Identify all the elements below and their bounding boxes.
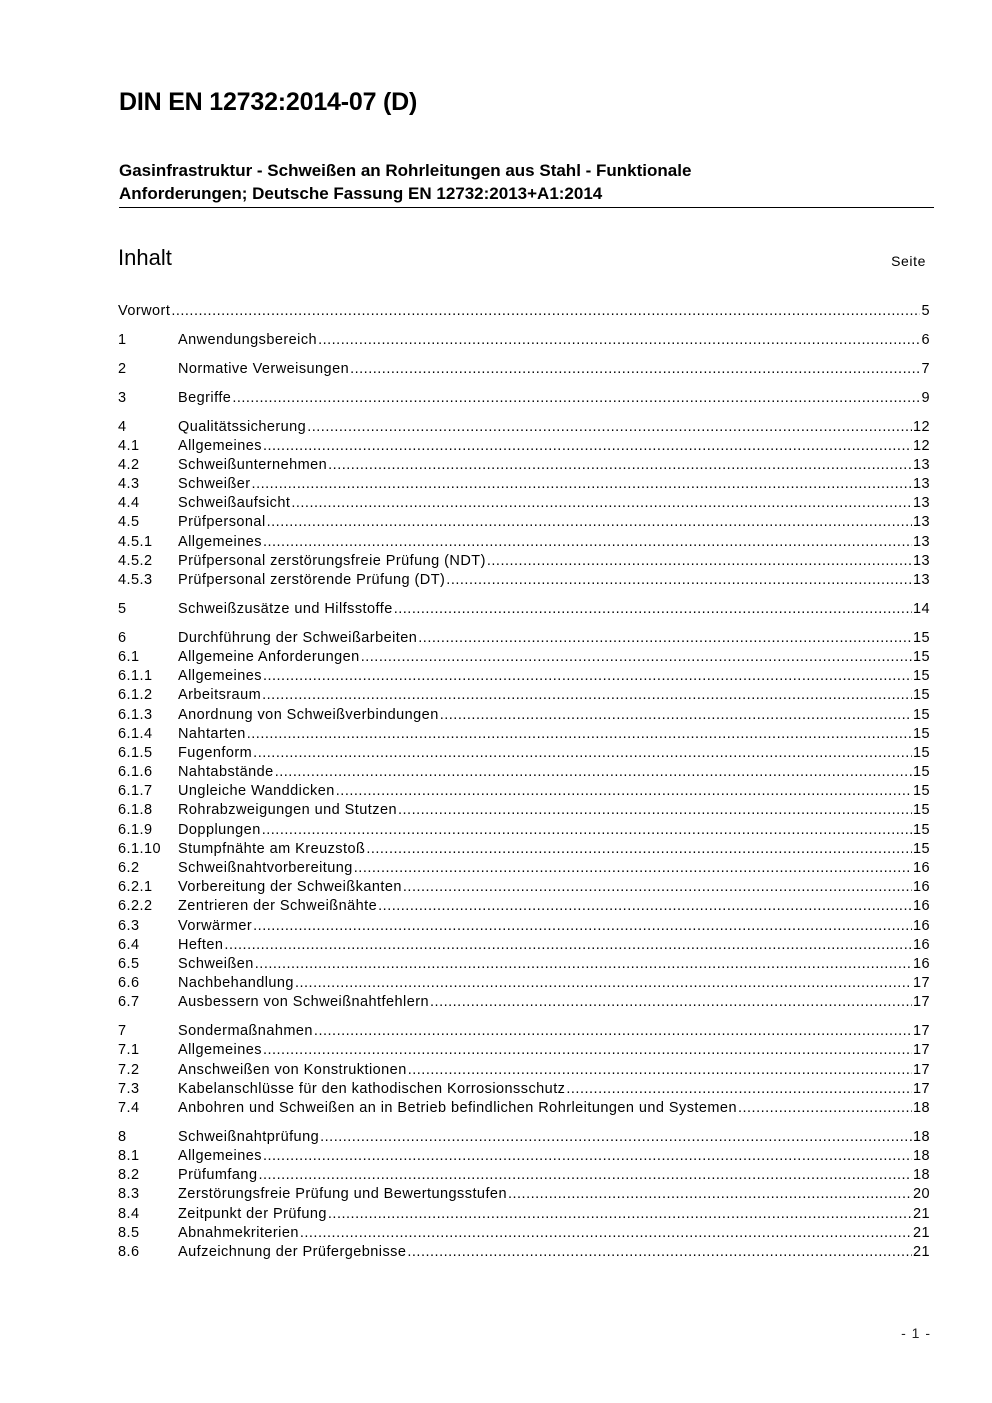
- toc-entry[interactable]: [118, 494, 930, 513]
- toc-entry-number: 6.1.3: [118, 706, 153, 723]
- toc-entry-number: 1: [118, 331, 127, 348]
- toc-dot-leader: [307, 418, 912, 437]
- toc-entry-title: Abnahmekriterien: [178, 1224, 299, 1241]
- toc-entry-number: 4.1: [118, 437, 140, 454]
- toc-entry-title: Durchführung der Schweißarbeiten: [178, 629, 418, 646]
- toc-entry-number: 4.4: [118, 495, 140, 512]
- toc-entry-title: Zentrieren der Schweißnähte: [178, 898, 378, 915]
- toc-entry-number: 6.6: [118, 975, 140, 992]
- toc-entry-page: 17: [912, 994, 930, 1011]
- toc-entry[interactable]: [118, 744, 930, 763]
- subtitle-line-1: Gasinfrastruktur - Schweißen an Rohrleitungen aus Stahl - Funktionale: [119, 161, 692, 180]
- toc-entry[interactable]: [118, 1128, 930, 1147]
- toc-dot-leader: [171, 302, 920, 321]
- toc-entry-number: 6.1.4: [118, 725, 153, 742]
- toc-dot-leader: [263, 667, 912, 686]
- toc-entry-number: 4: [118, 418, 127, 435]
- toc-dot-leader: [258, 1166, 912, 1185]
- toc-entry-page: 15: [912, 687, 930, 704]
- subtitle-line-2: Anforderungen; Deutsche Fassung EN 12732:2013+A1:2014: [119, 184, 603, 203]
- toc-entry-number: 3: [118, 389, 127, 406]
- toc-entry[interactable]: [118, 1099, 930, 1118]
- toc-entry-page: 17: [912, 1023, 930, 1040]
- toc-entry-page: 13: [912, 552, 930, 569]
- toc-dot-leader: [430, 993, 912, 1012]
- toc-entry-page: 17: [912, 975, 930, 992]
- document-subtitle: [119, 159, 934, 208]
- toc-entry-title: Schweißer: [178, 476, 251, 493]
- toc-entry[interactable]: [118, 1185, 930, 1204]
- toc-entry-title: Zerstörungsfreie Prüfung und Bewertungsstufen: [178, 1186, 507, 1203]
- toc-dot-leader: [508, 1185, 912, 1204]
- toc-entry-number: 6.3: [118, 917, 140, 934]
- toc-dot-leader: [232, 389, 920, 408]
- toc-entry-number: 6: [118, 629, 127, 646]
- toc-heading: Inhalt: [118, 245, 172, 270]
- toc-entry-title: Allgemeines: [178, 668, 262, 685]
- toc-entry[interactable]: [118, 706, 930, 725]
- toc-entry[interactable]: [118, 552, 930, 571]
- toc-entry-title: Schweißnahtvorbereitung: [178, 860, 353, 876]
- toc-entry[interactable]: [118, 456, 930, 475]
- toc-dot-leader: [366, 840, 912, 859]
- toc-entry[interactable]: [118, 1061, 930, 1080]
- toc-entry-page: 15: [912, 840, 930, 857]
- toc-entry-page: 12: [912, 418, 930, 435]
- toc-entry-page: 20: [912, 1186, 930, 1203]
- toc-dot-leader: [253, 917, 912, 936]
- toc-entry-title: Prüfpersonal zerstörungsfreie Prüfung (NDT): [178, 552, 486, 569]
- toc-dot-leader: [314, 1022, 912, 1041]
- toc-entry[interactable]: [118, 936, 930, 955]
- toc-entry-title: Begriffe: [178, 389, 232, 406]
- toc-entry-page: 16: [912, 955, 930, 972]
- toc-dot-leader: [566, 1080, 912, 1099]
- toc-entry-number: 6.1.9: [118, 821, 153, 838]
- toc-entry-title: Aufzeichnung der Prüfergebnisse: [178, 1243, 407, 1260]
- toc-entry-number: 2: [118, 360, 127, 377]
- table-of-contents: [118, 302, 930, 1272]
- toc-entry[interactable]: [118, 993, 930, 1012]
- page-column-label: Seite: [891, 253, 926, 269]
- toc-entry-number: 6.1.8: [118, 802, 153, 819]
- toc-entry-title: Stumpfnähte am Kreuzstoß: [178, 840, 366, 857]
- toc-entry[interactable]: [118, 859, 930, 878]
- toc-entry-number: 7: [118, 1023, 127, 1040]
- toc-dot-leader: [263, 1041, 912, 1060]
- toc-entry-number: 6.1: [118, 648, 140, 665]
- toc-entry-page: 9: [921, 389, 930, 406]
- toc-section-group: [118, 1128, 930, 1262]
- toc-entry-title: Nahtabstände: [178, 764, 274, 781]
- toc-entry-number: 8.6: [118, 1243, 140, 1260]
- toc-entry-title: Anbohren und Schweißen an in Betrieb befindlichen Rohrleitungen und Systemen: [178, 1099, 737, 1116]
- toc-section-group: [118, 1022, 930, 1118]
- toc-entry[interactable]: [118, 571, 930, 590]
- toc-entry[interactable]: [118, 1243, 930, 1262]
- toc-entry-title: Schweißaufsicht: [178, 495, 291, 512]
- toc-dot-leader: [328, 456, 912, 475]
- toc-entry-title: Anordnung von Schweißverbindungen: [178, 706, 439, 723]
- toc-dot-leader: [361, 648, 912, 667]
- toc-entry[interactable]: [118, 1224, 930, 1243]
- toc-entry-title: Normative Verweisungen: [178, 360, 350, 377]
- toc-section-group: [118, 629, 930, 1013]
- toc-entry-page: 18: [912, 1148, 930, 1164]
- toc-entry[interactable]: [118, 897, 930, 916]
- toc-entry[interactable]: [118, 1205, 930, 1224]
- toc-entry-page: 5: [921, 303, 930, 319]
- toc-entry-page: 15: [912, 783, 930, 800]
- page-number: - 1 -: [901, 1325, 931, 1341]
- toc-entry-page: 14: [912, 600, 930, 617]
- toc-entry-title: Schweißunternehmen: [178, 456, 328, 473]
- toc-dot-leader: [253, 744, 912, 763]
- toc-entry-number: 8.5: [118, 1224, 140, 1241]
- toc-entry[interactable]: [118, 878, 930, 897]
- toc-entry[interactable]: [118, 821, 930, 840]
- toc-entry-title: Kabelanschlüsse für den kathodischen Korrosionsschutz: [178, 1080, 566, 1097]
- toc-entry-page: 17: [912, 1042, 930, 1059]
- toc-entry-page: 16: [912, 879, 930, 896]
- toc-entry[interactable]: [118, 974, 930, 993]
- toc-dot-leader: [328, 1205, 912, 1224]
- toc-entry-page: 6: [921, 331, 930, 348]
- toc-entry-number: 6.2: [118, 860, 140, 876]
- toc-entry-page: 21: [912, 1205, 930, 1222]
- toc-dot-leader: [263, 437, 912, 456]
- toc-entry-title: Zeitpunkt der Prüfung: [178, 1205, 327, 1222]
- toc-entry-number: 6.2.2: [118, 898, 153, 915]
- toc-entry-page: 15: [912, 725, 930, 742]
- toc-dot-leader: [403, 878, 912, 897]
- toc-entry-title: Rohrabzweigungen und Stutzen: [178, 802, 397, 819]
- toc-dot-leader: [408, 1061, 912, 1080]
- toc-entry-page: 15: [912, 648, 930, 665]
- toc-section-group: [118, 360, 930, 379]
- toc-entry[interactable]: [118, 725, 930, 744]
- toc-entry[interactable]: [118, 763, 930, 782]
- toc-entry-number: 6.4: [118, 936, 140, 953]
- toc-entry-number: 6.1.1: [118, 668, 153, 685]
- toc-entry-title: Prüfumfang: [178, 1167, 258, 1184]
- toc-dot-leader: [378, 897, 912, 916]
- toc-entry-title: Allgemeine Anforderungen: [178, 648, 360, 665]
- toc-entry-page: 17: [912, 1061, 930, 1078]
- toc-entry-number: 6.2.1: [118, 879, 153, 896]
- toc-entry-number: 7.3: [118, 1080, 140, 1097]
- toc-entry[interactable]: [118, 418, 930, 437]
- toc-entry-number: 6.1.5: [118, 744, 153, 761]
- toc-entry-number: 4.5.2: [118, 552, 153, 569]
- toc-entry-number: 6.1.6: [118, 764, 153, 781]
- toc-section-group: [118, 331, 930, 350]
- toc-dot-leader: [262, 821, 912, 840]
- toc-entry-number: 8: [118, 1128, 127, 1145]
- toc-entry-page: 21: [912, 1224, 930, 1241]
- toc-entry-page: 15: [912, 764, 930, 781]
- toc-entry[interactable]: [118, 513, 930, 532]
- toc-entry-number: 4.2: [118, 456, 140, 473]
- toc-entry-title: Schweißen: [178, 955, 254, 972]
- toc-dot-leader: [418, 629, 912, 648]
- toc-dot-leader: [446, 571, 912, 590]
- toc-dot-leader: [407, 1243, 912, 1262]
- toc-entry-page: 13: [912, 533, 930, 550]
- toc-entry-page: 15: [912, 706, 930, 723]
- toc-dot-leader: [440, 706, 912, 725]
- toc-entry-title: Prüfpersonal zerstörende Prüfung (DT): [178, 572, 446, 588]
- toc-entry-page: 13: [912, 495, 930, 512]
- toc-entry-page: 12: [912, 437, 930, 454]
- toc-entry-page: 15: [912, 744, 930, 761]
- toc-entry-page: 16: [912, 936, 930, 953]
- toc-entry[interactable]: [118, 475, 930, 494]
- toc-entry-title: Anwendungsbereich: [178, 331, 318, 348]
- toc-entry-number: 5: [118, 600, 127, 617]
- toc-entry-number: 4.5.3: [118, 572, 153, 588]
- toc-entry-title: Dopplungen: [178, 821, 261, 838]
- toc-dot-leader: [224, 936, 912, 955]
- toc-entry-title: Anschweißen von Konstruktionen: [178, 1061, 407, 1078]
- toc-entry-title: Nachbehandlung: [178, 975, 294, 992]
- toc-entry[interactable]: [118, 1080, 930, 1099]
- toc-entry-number: 6.1.10: [118, 840, 162, 857]
- toc-dot-leader: [275, 763, 912, 782]
- toc-entry-page: 18: [912, 1167, 930, 1184]
- toc-entry-title: Vorwort: [118, 303, 171, 319]
- toc-entry-title: Allgemeines: [178, 1042, 262, 1059]
- toc-entry-number: 8.4: [118, 1205, 140, 1222]
- toc-entry-page: 13: [912, 476, 930, 493]
- toc-dot-leader: [336, 782, 912, 801]
- toc-dot-leader: [398, 801, 912, 820]
- toc-dot-leader: [267, 513, 912, 532]
- toc-section-group: [118, 389, 930, 408]
- toc-dot-leader: [295, 974, 912, 993]
- toc-entry-title: Schweißzusätze und Hilfsstoffe: [178, 600, 393, 617]
- toc-entry[interactable]: [118, 629, 930, 648]
- toc-entry[interactable]: [118, 533, 930, 552]
- toc-entry[interactable]: [118, 1041, 930, 1060]
- toc-dot-leader: [350, 360, 920, 379]
- toc-entry[interactable]: [118, 302, 930, 321]
- toc-entry-number: 4.5: [118, 514, 140, 531]
- toc-entry-title: Schweißnahtprüfung: [178, 1128, 320, 1145]
- toc-entry-number: 7.1: [118, 1042, 140, 1059]
- toc-entry-title: Fugenform: [178, 744, 253, 761]
- toc-entry-number: 6.1.2: [118, 687, 153, 704]
- toc-entry-title: Allgemeines: [178, 1148, 262, 1164]
- toc-entry[interactable]: [118, 437, 930, 456]
- toc-section-group: [118, 302, 930, 321]
- toc-entry[interactable]: [118, 917, 930, 936]
- toc-entry-title: Arbeitsraum: [178, 687, 262, 704]
- toc-entry-page: 15: [912, 802, 930, 819]
- toc-entry-number: 6.1.7: [118, 783, 153, 800]
- toc-entry-page: 13: [912, 514, 930, 531]
- toc-entry-page: 15: [912, 821, 930, 838]
- toc-entry-number: 6.7: [118, 994, 140, 1011]
- toc-entry-number: 8.3: [118, 1186, 140, 1203]
- toc-entry-page: 13: [912, 572, 930, 588]
- toc-entry-page: 13: [912, 456, 930, 473]
- toc-entry-number: 8.2: [118, 1167, 140, 1184]
- toc-entry[interactable]: [118, 648, 930, 667]
- toc-entry-title: Ausbessern von Schweißnahtfehlern: [178, 994, 430, 1011]
- toc-section-group: [118, 418, 930, 591]
- toc-entry[interactable]: [118, 1022, 930, 1041]
- toc-entry-number: 4.3: [118, 476, 140, 493]
- toc-entry-page: 18: [912, 1099, 930, 1116]
- toc-section-group: [118, 600, 930, 619]
- toc-dot-leader: [318, 331, 920, 350]
- toc-entry-title: Sondermaßnahmen: [178, 1023, 313, 1040]
- toc-dot-leader: [738, 1099, 912, 1118]
- toc-entry-page: 7: [921, 360, 930, 377]
- toc-entry[interactable]: [118, 360, 930, 379]
- toc-entry[interactable]: [118, 331, 930, 350]
- toc-dot-leader: [320, 1128, 912, 1147]
- toc-entry-title: Vorbereitung der Schweißkanten: [178, 879, 402, 896]
- toc-entry[interactable]: [118, 667, 930, 686]
- toc-dot-leader: [300, 1224, 912, 1243]
- toc-dot-leader: [247, 725, 912, 744]
- toc-entry[interactable]: [118, 389, 930, 408]
- toc-entry-number: 7.2: [118, 1061, 140, 1078]
- toc-entry-page: 17: [912, 1080, 930, 1097]
- toc-entry-number: 7.4: [118, 1099, 140, 1116]
- toc-dot-leader: [262, 686, 912, 705]
- toc-entry[interactable]: [118, 1166, 930, 1185]
- toc-entry[interactable]: [118, 955, 930, 974]
- toc-entry-page: 18: [912, 1128, 930, 1145]
- toc-entry-title: Heften: [178, 936, 224, 953]
- toc-entry[interactable]: [118, 1147, 930, 1166]
- toc-dot-leader: [354, 859, 912, 878]
- toc-entry-title: Ungleiche Wanddicken: [178, 783, 335, 800]
- toc-dot-leader: [255, 955, 912, 974]
- toc-entry[interactable]: [118, 801, 930, 820]
- toc-entry[interactable]: [118, 600, 930, 619]
- toc-entry-number: 6.5: [118, 955, 140, 972]
- toc-dot-leader: [263, 533, 912, 552]
- toc-entry[interactable]: [118, 686, 930, 705]
- toc-entry-number: 8.1: [118, 1148, 140, 1164]
- toc-dot-leader: [252, 475, 912, 494]
- toc-entry-page: 15: [912, 668, 930, 685]
- toc-entry-title: Prüfpersonal: [178, 514, 266, 531]
- toc-entry-title: Vorwärmer: [178, 917, 253, 934]
- toc-entry-page: 15: [912, 629, 930, 646]
- toc-entry-title: Nahtarten: [178, 725, 246, 742]
- toc-entry-page: 16: [912, 860, 930, 876]
- toc-entry[interactable]: [118, 840, 930, 859]
- toc-entry-page: 16: [912, 917, 930, 934]
- toc-header: [118, 245, 926, 275]
- toc-dot-leader: [263, 1147, 912, 1166]
- toc-entry-title: Qualitätssicherung: [178, 418, 307, 435]
- toc-entry-title: Allgemeines: [178, 533, 262, 550]
- toc-dot-leader: [487, 552, 912, 571]
- toc-dot-leader: [291, 494, 912, 513]
- toc-entry-title: Allgemeines: [178, 437, 262, 454]
- toc-entry-page: 21: [912, 1243, 930, 1260]
- toc-entry-page: 16: [912, 898, 930, 915]
- document-title: DIN EN 12732:2014-07 (D): [119, 88, 418, 116]
- toc-dot-leader: [394, 600, 912, 619]
- toc-entry-number: 4.5.1: [118, 533, 153, 550]
- toc-entry[interactable]: [118, 782, 930, 801]
